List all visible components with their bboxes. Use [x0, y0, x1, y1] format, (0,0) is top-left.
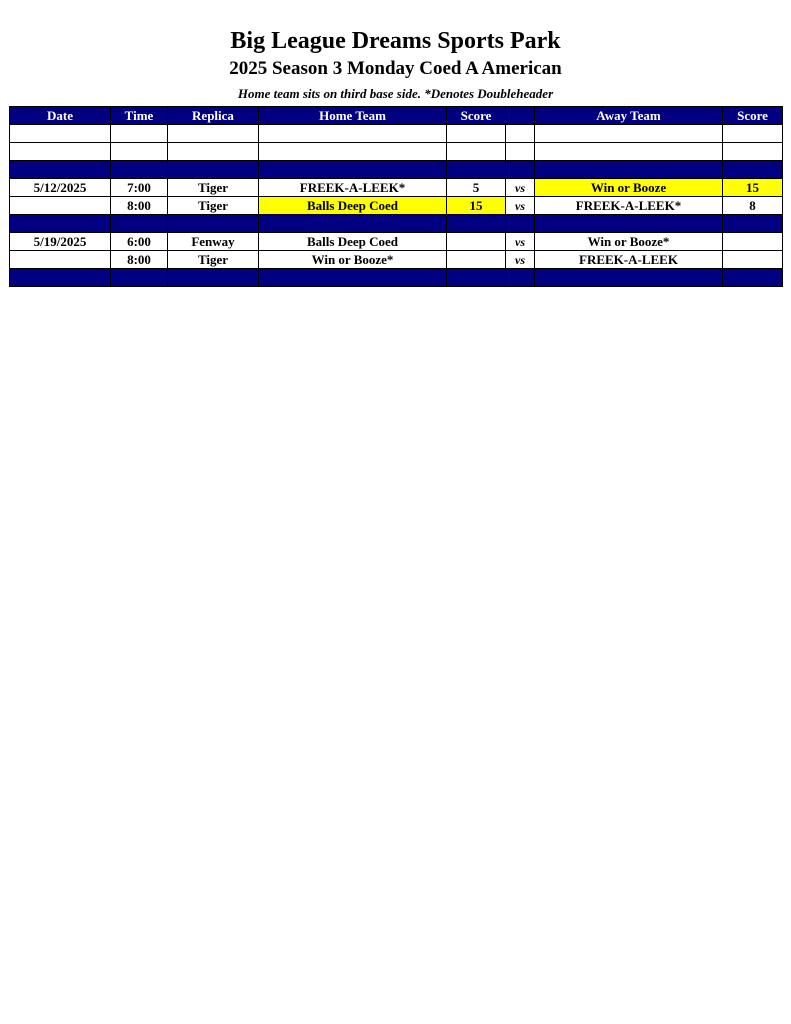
home-team-winner: Balls Deep Coed: [259, 197, 447, 215]
home-team: FREEK-A-LEEK*: [259, 179, 447, 197]
game-row: [10, 251, 783, 269]
col-header-time: Time: [111, 107, 168, 125]
col-header-replica: Replica: [168, 107, 259, 125]
col-header-away-team: Away Team: [535, 107, 723, 125]
away-team: FREEK-A-LEEK*: [535, 197, 723, 215]
game-replica: Fenway: [168, 233, 259, 251]
schedule-note: Home team sits on third base side. *Denotes Doubleheader: [237, 86, 554, 101]
game-replica: Tiger: [168, 197, 259, 215]
game-date: [10, 251, 111, 269]
away-team: FREEK-A-LEEK: [535, 251, 723, 269]
away-score: [723, 251, 783, 269]
game-row: [10, 233, 783, 251]
home-score: [447, 233, 506, 251]
page-title: Big League Dreams Sports Park: [230, 28, 561, 54]
game-date: 5/12/2025: [10, 179, 111, 197]
col-header-vs: [506, 107, 535, 125]
home-team: Balls Deep Coed: [259, 233, 447, 251]
away-team-winner: Win or Booze: [535, 179, 723, 197]
vs-label: vs: [506, 233, 535, 251]
separator-band: [10, 161, 783, 179]
game-time: 8:00: [111, 251, 168, 269]
page-subtitle: 2025 Season 3 Monday Coed A American: [229, 58, 562, 79]
home-team: Win or Booze*: [259, 251, 447, 269]
empty-row: [10, 125, 783, 143]
game-replica: Tiger: [168, 179, 259, 197]
game-date: 5/19/2025: [10, 233, 111, 251]
vs-label: vs: [506, 197, 535, 215]
vs-label: vs: [506, 179, 535, 197]
col-header-away-score: Score: [723, 107, 783, 125]
empty-row: [10, 143, 783, 161]
col-header-date: Date: [10, 107, 111, 125]
col-header-home-team: Home Team: [259, 107, 447, 125]
game-time: 7:00: [111, 179, 168, 197]
game-time: 8:00: [111, 197, 168, 215]
game-row: [10, 179, 783, 197]
separator-band: [10, 269, 783, 287]
game-date: [10, 197, 111, 215]
home-score: [447, 251, 506, 269]
separator-band: [10, 215, 783, 233]
away-score: 8: [723, 197, 783, 215]
vs-label: vs: [506, 251, 535, 269]
away-score: [723, 233, 783, 251]
game-row: [10, 197, 783, 215]
home-score-winner: 15: [447, 197, 506, 215]
away-score-winner: 15: [723, 179, 783, 197]
home-score: 5: [447, 179, 506, 197]
col-header-home-score: Score: [447, 107, 506, 125]
schedule-table: [9, 106, 783, 287]
away-team: Win or Booze*: [535, 233, 723, 251]
game-replica: Tiger: [168, 251, 259, 269]
game-time: 6:00: [111, 233, 168, 251]
header-row: [10, 107, 783, 125]
